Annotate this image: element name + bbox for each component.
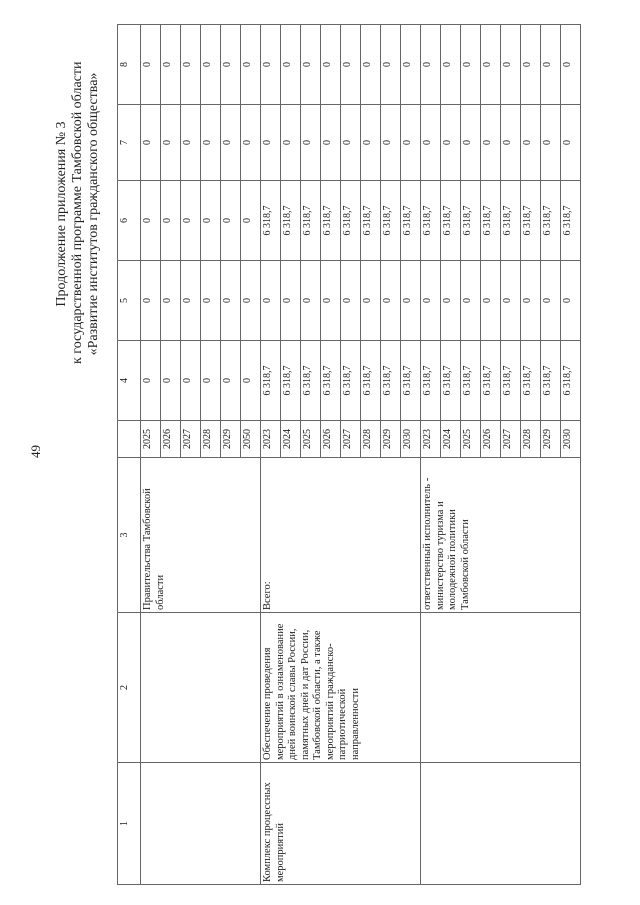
table-row — [261, 25, 281, 885]
value-cell: 0 — [501, 25, 521, 105]
value-cell: 6 318,7 — [561, 181, 581, 261]
value-cell: 0 — [261, 105, 281, 181]
year-cell: 2023 — [261, 421, 281, 458]
value-cell: 6 318,7 — [541, 341, 561, 421]
value-cell: 0 — [201, 181, 221, 261]
budget-table — [117, 24, 581, 885]
value-cell: 0 — [461, 25, 481, 105]
value-cell: 0 — [221, 25, 241, 105]
value-cell: 6 318,7 — [481, 341, 501, 421]
value-cell: 0 — [241, 105, 261, 181]
value-cell: 0 — [321, 105, 341, 181]
value-cell: 6 318,7 — [521, 341, 541, 421]
year-cell: 2027 — [341, 421, 361, 458]
value-cell: 6 318,7 — [361, 341, 381, 421]
year-cell: 2025 — [301, 421, 321, 458]
value-cell: 0 — [361, 25, 381, 105]
value-cell: 6 318,7 — [441, 341, 461, 421]
year-cell: 2024 — [441, 421, 461, 458]
value-cell: 0 — [281, 105, 301, 181]
value-cell: 6 318,7 — [401, 341, 421, 421]
value-cell: 0 — [241, 341, 261, 421]
column-number: 8 — [118, 25, 141, 105]
year-cell: 2027 — [501, 421, 521, 458]
program-name-cell — [141, 613, 261, 763]
column-number: 3 — [118, 458, 141, 613]
value-cell: 0 — [401, 105, 421, 181]
program-type-cell — [421, 763, 581, 885]
value-cell: 6 318,7 — [461, 341, 481, 421]
value-cell: 0 — [241, 181, 261, 261]
value-cell: 0 — [261, 25, 281, 105]
value-cell: 0 — [341, 25, 361, 105]
year-cell: 2050 — [241, 421, 261, 458]
program-name-cell — [421, 613, 581, 763]
value-cell: 6 318,7 — [261, 341, 281, 421]
value-cell: 0 — [361, 261, 381, 341]
value-cell: 0 — [381, 105, 401, 181]
year-cell: 2023 — [421, 421, 441, 458]
value-cell: 0 — [541, 261, 561, 341]
value-cell: 6 318,7 — [261, 181, 281, 261]
year-cell: 2028 — [521, 421, 541, 458]
column-year-blank — [118, 421, 141, 458]
value-cell: 6 318,7 — [441, 181, 461, 261]
value-cell: 0 — [381, 261, 401, 341]
value-cell: 0 — [341, 261, 361, 341]
table-row — [421, 25, 441, 885]
value-cell: 0 — [141, 181, 161, 261]
value-cell: 0 — [161, 261, 181, 341]
value-cell: 6 318,7 — [421, 341, 441, 421]
value-cell: 0 — [181, 25, 201, 105]
value-cell: 0 — [321, 261, 341, 341]
value-cell: 6 318,7 — [541, 181, 561, 261]
value-cell: 6 318,7 — [321, 341, 341, 421]
value-cell: 0 — [141, 25, 161, 105]
value-cell: 0 — [241, 261, 261, 341]
year-cell: 2029 — [541, 421, 561, 458]
year-cell: 2029 — [381, 421, 401, 458]
value-cell: 0 — [481, 25, 501, 105]
value-cell: 6 318,7 — [521, 181, 541, 261]
executor-cell: ответственный исполнитель - министерство туризма и молодежной политики Тамбовской области — [421, 458, 581, 613]
year-cell: 2026 — [321, 421, 341, 458]
value-cell: 0 — [261, 261, 281, 341]
value-cell: 0 — [421, 105, 441, 181]
value-cell: 0 — [481, 261, 501, 341]
value-cell: 0 — [301, 25, 321, 105]
value-cell: 0 — [201, 25, 221, 105]
value-cell: 0 — [241, 25, 261, 105]
value-cell: 0 — [281, 25, 301, 105]
table-row — [141, 25, 161, 885]
value-cell: 0 — [201, 105, 221, 181]
value-cell: 0 — [161, 25, 181, 105]
document-header — [54, 61, 102, 364]
value-cell: 0 — [541, 25, 561, 105]
value-cell: 0 — [381, 25, 401, 105]
value-cell: 6 318,7 — [301, 341, 321, 421]
value-cell: 0 — [361, 105, 381, 181]
value-cell: 0 — [141, 105, 161, 181]
year-cell: 2026 — [481, 421, 501, 458]
value-cell: 0 — [221, 261, 241, 341]
value-cell: 0 — [421, 261, 441, 341]
value-cell: 0 — [561, 105, 581, 181]
header-line-2: к государственной программе Тамбовской области — [70, 61, 85, 364]
year-cell: 2030 — [401, 421, 421, 458]
column-number: 1 — [118, 763, 141, 885]
page-number: 49 — [28, 445, 43, 458]
program-type-cell — [141, 763, 261, 885]
value-cell: 0 — [161, 181, 181, 261]
executor-cell: Правительства Тамбовской области — [141, 458, 261, 613]
value-cell: 0 — [441, 261, 461, 341]
year-cell: 2024 — [281, 421, 301, 458]
value-cell: 0 — [201, 261, 221, 341]
value-cell: 0 — [461, 261, 481, 341]
value-cell: 6 318,7 — [501, 341, 521, 421]
year-cell: 2025 — [461, 421, 481, 458]
value-cell: 0 — [161, 105, 181, 181]
value-cell: 6 318,7 — [421, 181, 441, 261]
value-cell: 0 — [421, 25, 441, 105]
value-cell: 0 — [501, 261, 521, 341]
value-cell: 0 — [481, 105, 501, 181]
value-cell: 0 — [141, 341, 161, 421]
value-cell: 0 — [181, 181, 201, 261]
value-cell: 0 — [221, 341, 241, 421]
value-cell: 6 318,7 — [481, 181, 501, 261]
year-cell: 2027 — [181, 421, 201, 458]
year-cell: 2028 — [201, 421, 221, 458]
value-cell: 0 — [341, 105, 361, 181]
value-cell: 0 — [561, 25, 581, 105]
executor-cell: Всего: — [261, 458, 421, 613]
value-cell: 6 318,7 — [501, 181, 521, 261]
value-cell: 6 318,7 — [381, 181, 401, 261]
value-cell: 6 318,7 — [321, 181, 341, 261]
value-cell: 0 — [401, 25, 421, 105]
column-number: 7 — [118, 105, 141, 181]
value-cell: 0 — [281, 261, 301, 341]
value-cell: 6 318,7 — [341, 341, 361, 421]
year-cell: 2025 — [141, 421, 161, 458]
value-cell: 0 — [321, 25, 341, 105]
value-cell: 6 318,7 — [561, 341, 581, 421]
program-type-cell: Комплекс процессных мероприятий — [261, 763, 421, 885]
value-cell: 0 — [181, 261, 201, 341]
value-cell: 0 — [541, 105, 561, 181]
value-cell: 0 — [221, 181, 241, 261]
value-cell: 0 — [161, 341, 181, 421]
column-number: 5 — [118, 261, 141, 341]
rotated-table-container — [117, 25, 573, 885]
header-line-3: «Развитие институтов гражданского общества» — [86, 72, 101, 356]
year-cell: 2029 — [221, 421, 241, 458]
value-cell: 0 — [201, 341, 221, 421]
header-line-1: Продолжение приложения № 3 — [54, 121, 69, 307]
value-cell: 0 — [561, 261, 581, 341]
value-cell: 0 — [441, 105, 461, 181]
value-cell: 0 — [461, 105, 481, 181]
value-cell: 0 — [521, 261, 541, 341]
value-cell: 6 318,7 — [281, 181, 301, 261]
value-cell: 0 — [141, 261, 161, 341]
year-cell: 2030 — [561, 421, 581, 458]
column-number: 4 — [118, 341, 141, 421]
value-cell: 0 — [401, 261, 421, 341]
value-cell: 0 — [441, 25, 461, 105]
year-cell: 2028 — [361, 421, 381, 458]
value-cell: 6 318,7 — [361, 181, 381, 261]
value-cell: 0 — [301, 261, 321, 341]
year-cell: 2026 — [161, 421, 181, 458]
value-cell: 0 — [221, 105, 241, 181]
column-number: 2 — [118, 613, 141, 763]
value-cell: 6 318,7 — [341, 181, 361, 261]
value-cell: 0 — [501, 105, 521, 181]
column-number: 6 — [118, 181, 141, 261]
value-cell: 6 318,7 — [461, 181, 481, 261]
value-cell: 0 — [181, 341, 201, 421]
value-cell: 6 318,7 — [301, 181, 321, 261]
value-cell: 0 — [181, 105, 201, 181]
value-cell: 6 318,7 — [281, 341, 301, 421]
program-name-cell: Обеспечение проведения мероприятий в ознаменование дней воинской славы России, памятных дней и дат России, Тамбовской области, а также мероприятий гражданско-патриотической направленности — [261, 613, 421, 763]
value-cell: 0 — [301, 105, 321, 181]
value-cell: 0 — [521, 25, 541, 105]
table-body — [141, 25, 581, 885]
value-cell: 6 318,7 — [401, 181, 421, 261]
value-cell: 0 — [521, 105, 541, 181]
value-cell: 6 318,7 — [381, 341, 401, 421]
column-number-row — [118, 25, 141, 885]
